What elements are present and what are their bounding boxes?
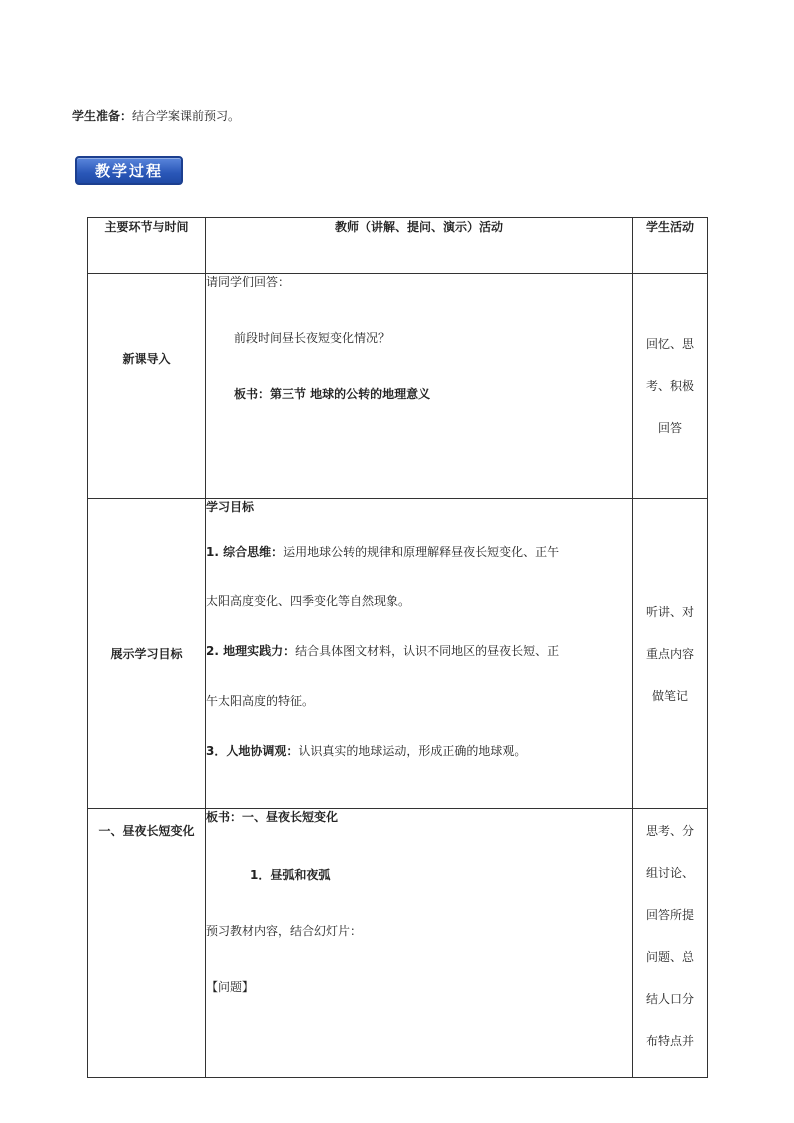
subheading: 1．昼弧和夜弧 [250, 868, 331, 882]
student-line: 结人口分 [645, 992, 694, 1006]
goal-text: 结合具体图文材料，认识不同地区的昼夜长短、正 [295, 644, 560, 658]
goal-label: 3．人地协调观： [206, 744, 299, 758]
prep-text: 结合学案课前预习。 [132, 109, 241, 123]
student-line: 回答所提 [645, 908, 694, 922]
stage-cell: 一、昼夜长短变化 [88, 809, 206, 1078]
teaching-process-table [87, 217, 708, 1078]
student-activity-cell [633, 499, 708, 809]
table-row [88, 499, 708, 809]
student-line: 考、积极 [645, 379, 694, 393]
text-line: 【问题】 [206, 980, 255, 994]
table-header-row [88, 218, 708, 274]
student-activity-cell [633, 274, 708, 499]
teacher-activity-cell [206, 274, 633, 499]
student-line: 布特点并 [645, 1034, 694, 1048]
header-teacher-activity: 教师（讲解、提问、演示）活动 [206, 218, 633, 274]
student-line: 回答 [657, 421, 682, 435]
board-title: 板书：一、昼夜长短变化 [206, 810, 339, 824]
student-line: 思考、分 [645, 824, 694, 838]
student-line: 回忆、思 [645, 337, 694, 351]
text-line: 前段时间昼长夜短变化情况？ [234, 331, 391, 345]
goal-text: 认识真实的地球运动，形成正确的地球观。 [298, 744, 527, 758]
student-preparation [72, 108, 240, 124]
header-stage: 主要环节与时间 [88, 218, 206, 274]
student-line: 重点内容 [645, 646, 694, 661]
goal-label: 2. 地理实践力： [206, 644, 296, 658]
student-activity-cell [633, 809, 708, 1078]
goal-text: 运用地球公转的规律和原理解释昼夜长短变化、正午 [283, 545, 560, 559]
section-title-badge: 教学过程 [75, 156, 183, 185]
goal-text: 午太阳高度的特征。 [206, 694, 315, 708]
goal-label: 1. 综合思维： [206, 545, 284, 559]
table-row [88, 809, 708, 1078]
student-line: 问题、总 [645, 950, 694, 964]
student-line: 做笔记 [651, 688, 688, 703]
student-line: 听讲、对 [645, 604, 694, 619]
teacher-activity-cell [206, 809, 633, 1078]
prep-label: 学生准备： [72, 109, 133, 123]
stage-cell: 展示学习目标 [88, 499, 206, 809]
goal-text: 太阳高度变化、四季变化等自然现象。 [206, 594, 411, 608]
objectives-heading: 学习目标 [206, 500, 255, 514]
header-student-activity: 学生活动 [633, 218, 708, 274]
text-line: 请同学们回答： [206, 275, 291, 289]
text-line: 预习教材内容，结合幻灯片： [206, 924, 363, 938]
teacher-activity-cell [206, 499, 633, 809]
stage-cell: 新课导入 [88, 274, 206, 499]
table-row [88, 274, 708, 499]
student-line: 组讨论、 [645, 866, 694, 880]
board-title: 板书：第三节 地球的公转的地理意义 [234, 387, 431, 401]
